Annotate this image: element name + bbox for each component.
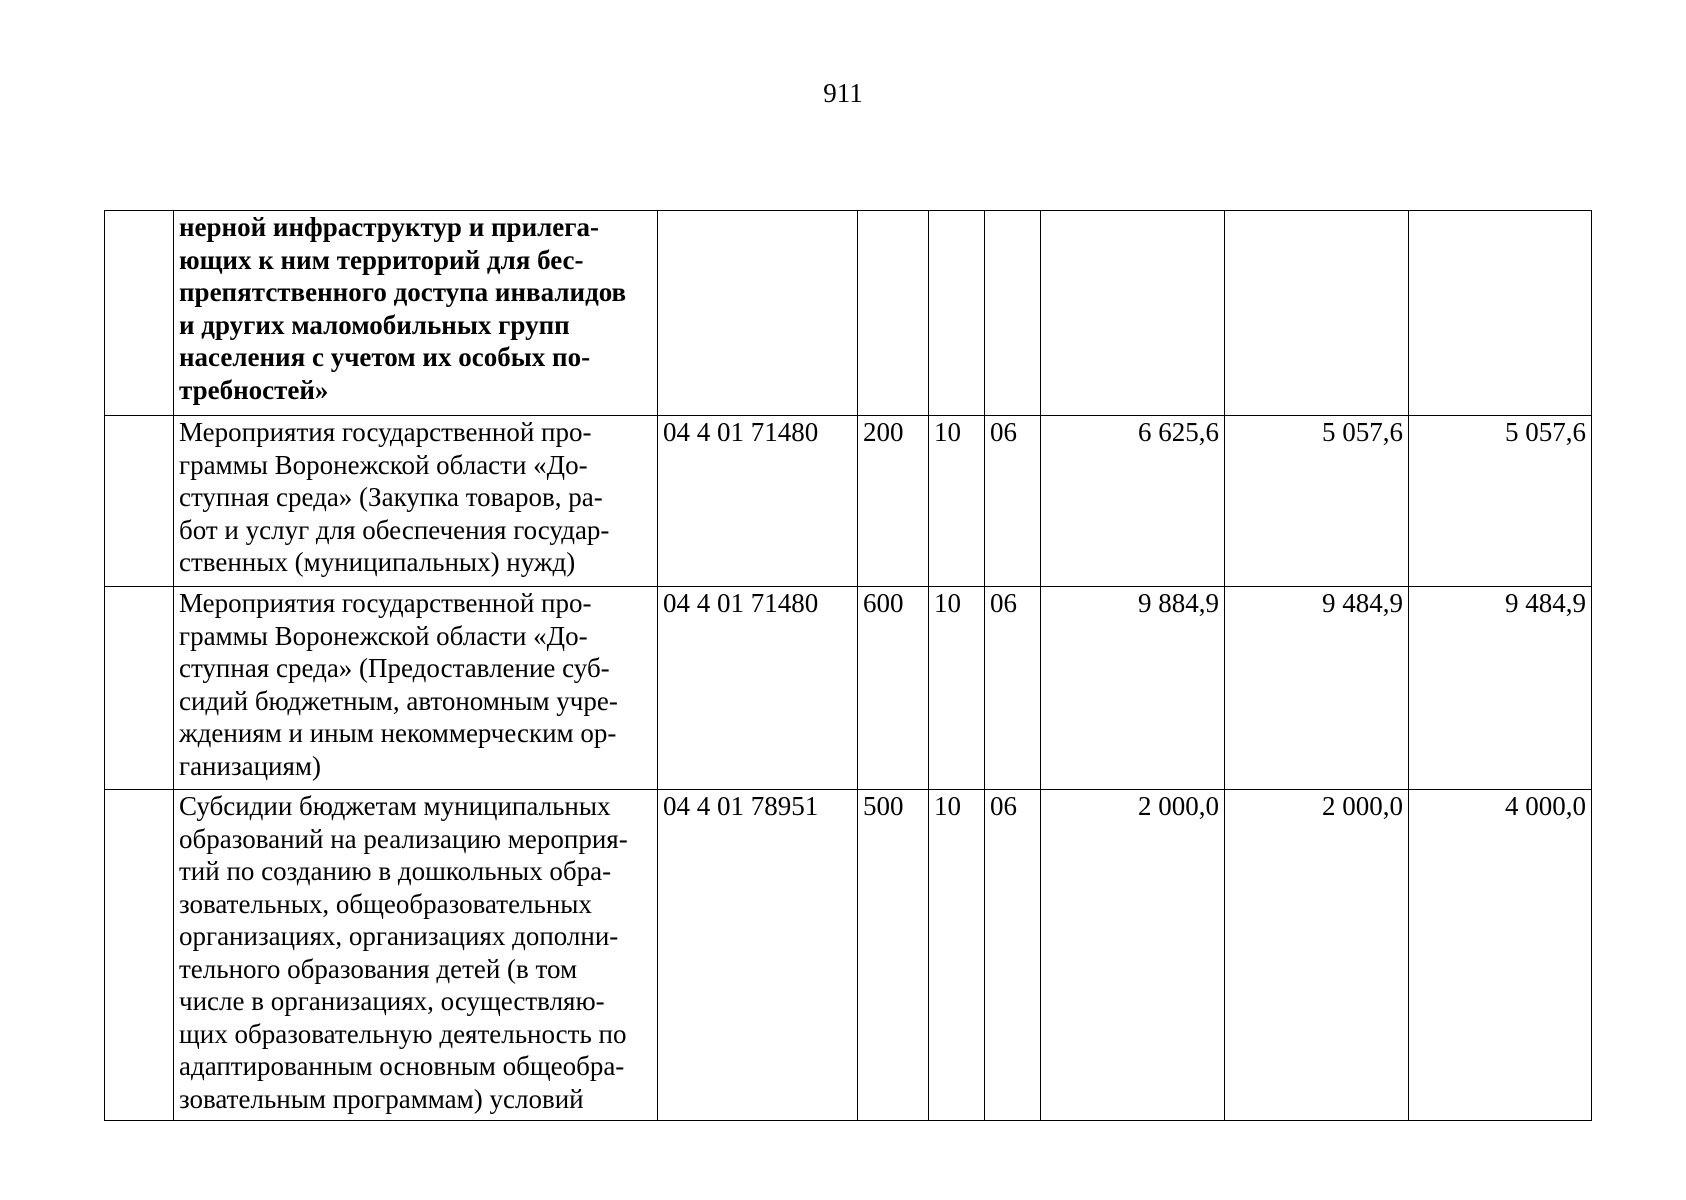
amount-cell-1: 9 884,9 [1041,587,1225,790]
amount-cell-1: 6 625,6 [1041,416,1225,587]
section-cell: 10 [929,790,985,1121]
description-line: ганизациям) [179,750,322,781]
target-code-cell: 04 4 01 71480 [658,587,858,790]
row-number-cell [105,587,174,790]
row-number-cell [105,790,174,1121]
expense-type-cell: 600 [858,587,929,790]
description-line: Мероприятия государственной про- [179,417,592,447]
subsection-cell: 06 [985,416,1041,587]
description-line: и других маломобильных групп [179,309,570,340]
subsection-cell: 06 [985,790,1041,1121]
description-line: адаптированным основным общеобра- [179,1051,625,1081]
description-line: ственных (муниципальных) нужд) [179,547,576,577]
description-line: сидий бюджетным, автономным учре- [179,685,618,716]
description-line: организациях, организациях дополни- [179,921,619,951]
description-cell [174,416,658,587]
amount-cell-3 [1409,211,1592,416]
amount-cell-1 [1041,211,1225,416]
target-code-cell: 04 4 01 78951 [658,790,858,1121]
section-cell [929,211,985,416]
description-line: зовательным программам) условий [179,1083,584,1114]
target-code-cell: 04 4 01 71480 [658,416,858,587]
expense-type-cell: 200 [858,416,929,587]
table-row [105,416,1592,587]
table-row [105,790,1592,1121]
table-row [105,211,1592,416]
description-cell [174,790,658,1121]
description-line: ступная среда» (Предоставление суб- [179,653,610,683]
description-line: граммы Воронежской области «До- [179,449,588,480]
description-line: бот и услуг для обеспечения государ- [179,514,610,545]
row-number-cell [105,211,174,416]
page-number: 911 [823,78,863,108]
subsection-cell: 06 [985,587,1041,790]
description-line: граммы Воронежской области «До- [179,620,588,651]
amount-cell-3: 9 484,9 [1409,587,1592,790]
amount-cell-1: 2 000,0 [1041,790,1225,1121]
amount-cell-2 [1225,211,1409,416]
description-line: образований на реализацию мероприя- [179,823,628,854]
description-line: требностей» [179,374,329,405]
target-code-cell [658,211,858,416]
amount-cell-3: 5 057,6 [1409,416,1592,587]
description-line: зовательных, общеобразовательных [179,888,592,919]
description-cell [174,587,658,790]
amount-cell-2: 2 000,0 [1225,790,1409,1121]
description-line: нерной инфраструктур и прилега- [179,212,600,242]
description-line: Субсидии бюджетам муниципальных [179,791,611,821]
description-line: ждениям и иным некоммерческим ор- [179,718,617,748]
description-line: числе в организациях, осуществляю- [179,986,605,1016]
budget-table [104,210,1592,1121]
row-number-cell [105,416,174,587]
description-line: населения с учетом их особых по- [179,342,591,372]
description-line: тельного образования детей (в том [179,953,578,984]
description-line: щих образовательную деятельность по [179,1018,627,1049]
section-cell: 10 [929,587,985,790]
description-line: Мероприятия государственной про- [179,588,592,618]
description-cell [174,211,658,416]
description-line: ступная среда» (Закупка товаров, ра- [179,482,603,512]
description-line: ющих к ним территорий для бес- [179,244,584,275]
section-cell: 10 [929,416,985,587]
amount-cell-2: 5 057,6 [1225,416,1409,587]
description-line: тий по созданию в дошкольных обра- [179,856,612,886]
table-row [105,587,1592,790]
expense-type-cell: 500 [858,790,929,1121]
description-line: препятственного доступа инвалидов [179,277,627,307]
expense-type-cell [858,211,929,416]
amount-cell-2: 9 484,9 [1225,587,1409,790]
amount-cell-3: 4 000,0 [1409,790,1592,1121]
subsection-cell [985,211,1041,416]
